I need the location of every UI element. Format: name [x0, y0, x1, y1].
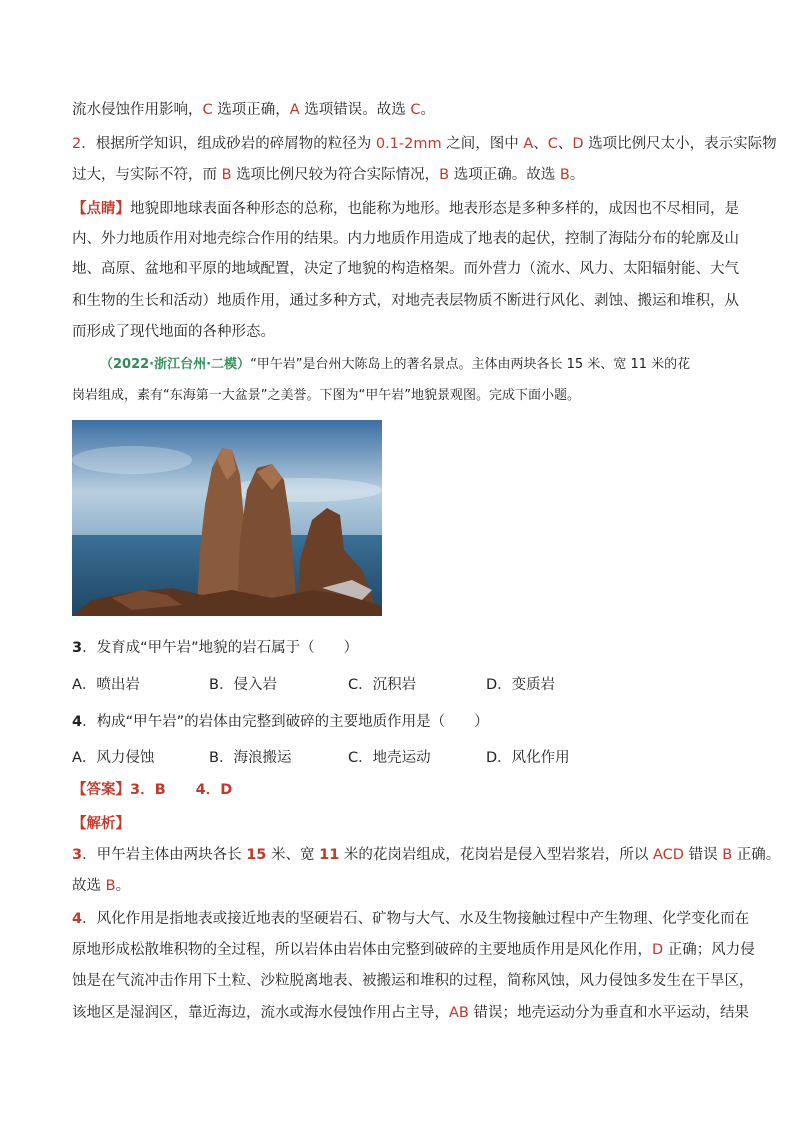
text-line: 流水侵蚀作用影响，C 选项正确，A 选项错误。故选 C。: [72, 102, 435, 118]
intro-line: （2022·浙江台州·二模）“甲午岩”是台州大陈岛上的著名景点。主体由两块各长 15 米、宽 11 米的花: [100, 357, 691, 372]
question-3: 3．发育成“甲午岩”地貌的岩石属于（ ）: [72, 640, 359, 656]
intro-line: 岗岩组成，素有“东海第一大盆景”之美誉。下图为“甲午岩”地貌景观图。完成下面小题。: [72, 388, 580, 403]
option-b[interactable]: B．侵入岩: [209, 677, 277, 693]
tip-line: 而形成了现代地面的各种形态。: [72, 324, 275, 340]
question-4: 4．构成“甲午岩”的岩体由完整到破碎的主要地质作用是（ ）: [72, 714, 489, 730]
option-a[interactable]: A．喷出岩: [72, 677, 140, 693]
source-tag: （2022·浙江台州·二模）: [100, 357, 251, 372]
option-d[interactable]: D．风化作用: [486, 750, 570, 766]
option-c[interactable]: C．地壳运动: [348, 750, 431, 766]
tip-line: 地、高原、盆地和平原的地域配置，决定了地貌的构造格架。而外营力（流水、风力、太阳辐射能、大气: [72, 261, 739, 277]
option-a[interactable]: A．风力侵蚀: [72, 750, 155, 766]
tip-line: 和生物的生长和活动）地质作用，通过多种方式，对地壳表层物质不断进行风化、剥蚀、搬运和堆积，从: [72, 293, 739, 309]
analysis-line: 故选 B。: [72, 878, 131, 894]
analysis-line: 原地形成松散堆积物的全过程，所以岩体由岩体由完整到破碎的主要地质作用是风化作用，D 正确；风力侵: [72, 942, 755, 958]
tip-label: 【点睛】: [72, 201, 130, 217]
analysis-label: 【解析】: [72, 816, 130, 832]
landscape-photo: [72, 420, 382, 616]
analysis-line: 4．风化作用是指地表或接近地表的坚硬岩石、矿物与大气、水及生物接触过程中产生物理、化学变化而在: [72, 911, 750, 927]
text-line: 2．根据所学知识，组成砂岩的碎屑物的粒径为 0.1-2mm 之间，图中 A、C、D 选项比例尺太小，表示实际物: [72, 136, 777, 152]
text-line: 过大，与实际不符，而 B 选项比例尺较为符合实际情况，B 选项正确。故选 B。: [72, 167, 585, 183]
tip-line: 内、外力地质作用对地壳综合作用的结果。内力地质作用造成了地表的起伏，控制了海陆分布的轮廓及山: [72, 231, 739, 247]
analysis-line: 3．甲午岩主体由两块各长 15 米、宽 11 米的花岗岩组成，花岗岩是侵入型岩浆岩，所以 ACD 错误 B 正确。: [72, 847, 781, 863]
answer-label: 【答案】: [72, 782, 130, 798]
option-c[interactable]: C．沉积岩: [348, 677, 417, 693]
analysis-line: 该地区是湿润区，靠近海边，流水或海水侵蚀作用占主导，AB 错误；地壳运动分为垂直和水平运动，结果: [72, 1005, 749, 1021]
tip-line: 【点睛】地貌即地球表面各种形态的总称，也能称为地形。地表形态是多种多样的，成因也不尽相同，是: [72, 201, 739, 217]
answer-line: 【答案】3．B 4．D: [72, 782, 233, 798]
option-b[interactable]: B．海浪搬运: [209, 750, 292, 766]
option-d[interactable]: D．变质岩: [486, 677, 556, 693]
analysis-line: 蚀是在气流冲击作用下土粒、沙粒脱离地表、被搬运和堆积的过程，简称风蚀，风力侵蚀多发生在干旱区，: [72, 973, 754, 989]
